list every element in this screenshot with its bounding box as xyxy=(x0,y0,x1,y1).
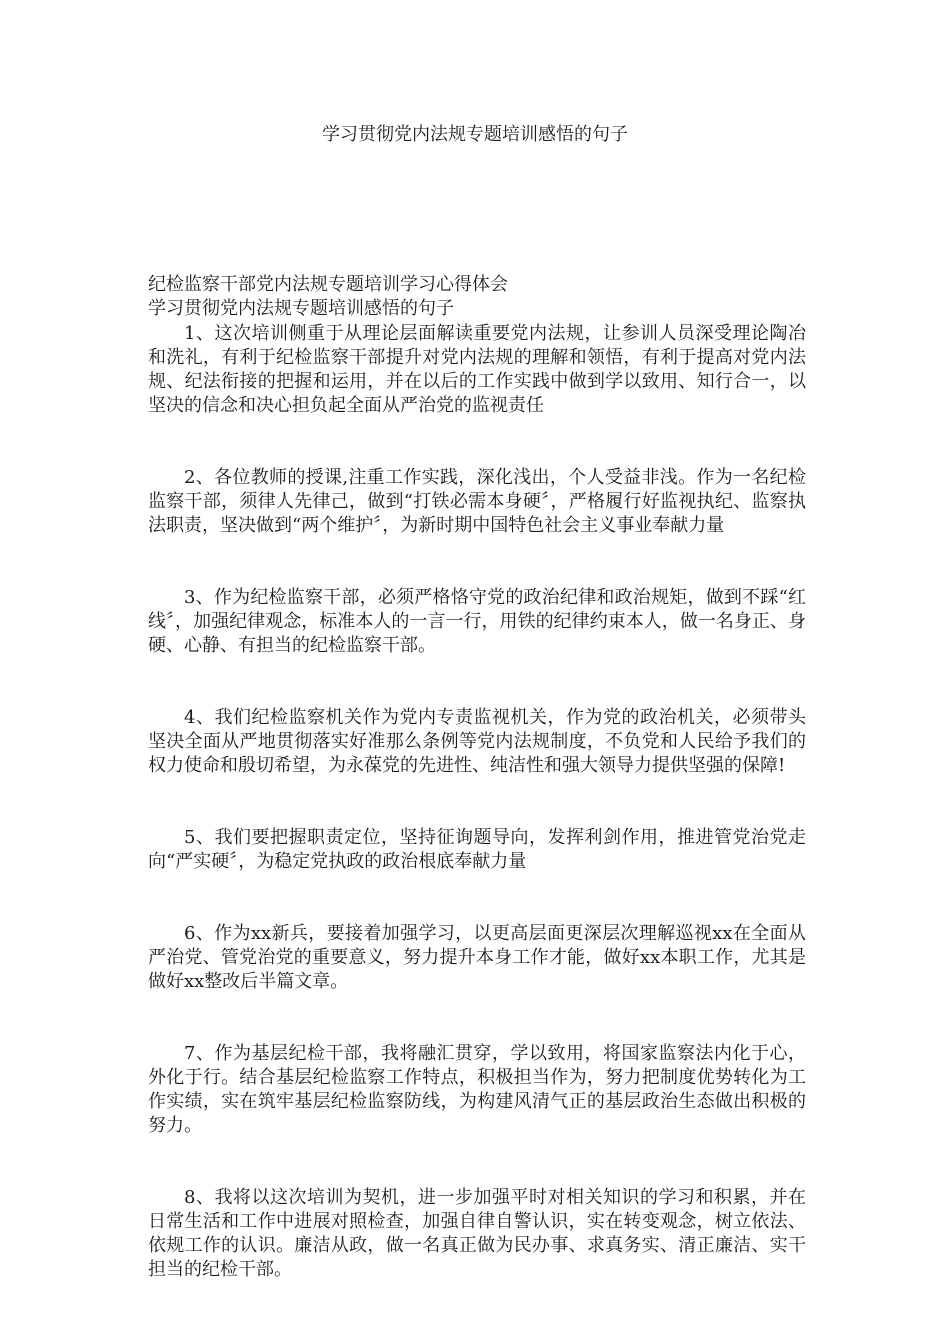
document-title: 学习贯彻党内法规专题培训感悟的句子 xyxy=(322,124,628,145)
heading-block xyxy=(148,273,808,321)
paragraph-2: 2、各位教师的授课,注重工作实践，深化浅出，个人受益非浅。作为一名纪检监察干部，须律人先律己，做到“打铁必需本身硬〞，严格履行好监视执纪、监察执法职责，坚决做到“两个维护〞，为新时期中国特色社会主义事业奉献力量 xyxy=(148,467,806,536)
paragraph-7: 7、作为基层纪检干部，我将融汇贯穿，学以致用，将国家监察法内化于心，外化于行。结合基层纪检监察工作特点，积极担当作为，努力把制度优势转化为工作实绩，实在筑牢基层纪检监察防线，为构建风清气正的基层政治生态做出积极的努力。 xyxy=(148,1043,806,1136)
subheading-primary: 纪检监察干部党内法规专题培训学习心得体会 xyxy=(148,274,508,295)
paragraph-8: 8、我将以这次培训为契机，进一步加强平时对相关知识的学习和积累，并在日常生活和工作中进展对照检查，加强自律自警认识，实在转变观念，树立依法、依规工作的认识。廉洁从政，做一名真正做为民办事、求真务实、清正廉洁、实干担当的纪检干部。 xyxy=(148,1187,806,1280)
paragraph-3: 3、作为纪检监察干部，必须严格恪守党的政治纪律和政治规矩，做到不踩“红线〞，加强纪律观念，标准本人的一言一行，用铁的纪律约束本人，做一名身正、身硬、心静、有担当的纪检监察干部。 xyxy=(148,587,806,656)
paragraph-4: 4、我们纪检监察机关作为党内专责监视机关，作为党的政治机关，必须带头坚决全面从严地贯彻落实好准那么条例等党内法规制度，不负党和人民给予我们的权力使命和殷切希望，为永葆党的先进性、纯洁性和强大领导力提供坚强的保障! xyxy=(148,707,806,776)
subheading-secondary: 学习贯彻党内法规专题培训感悟的句子 xyxy=(148,298,454,319)
paragraph-5: 5、我们要把握职责定位，坚持征询题导向，发挥利剑作用，推进管党治党走向“严实硬〞，为稳定党执政的政治根底奉献力量 xyxy=(148,827,806,872)
paragraph-6: 6、作为xx新兵，要接着加强学习，以更高层面更深层次理解巡视xx在全面从严治党、管党治党的重要意义，努力提升本身工作才能，做好xx本职工作，尤其是做好xx整改后半篇文章。 xyxy=(148,923,806,992)
body-text xyxy=(148,322,806,1282)
paragraph-1: 1、这次培训侧重于从理论层面解读重要党内法规，让参训人员深受理论陶冶和洗礼，有利于纪检监察干部提升对党内法规的理解和领悟，有利于提高对党内法规、纪法衔接的把握和运用，并在以后的工作实践中做到学以致用、知行合一，以坚决的信念和决心担负起全面从严治党的监视责任 xyxy=(148,323,806,416)
